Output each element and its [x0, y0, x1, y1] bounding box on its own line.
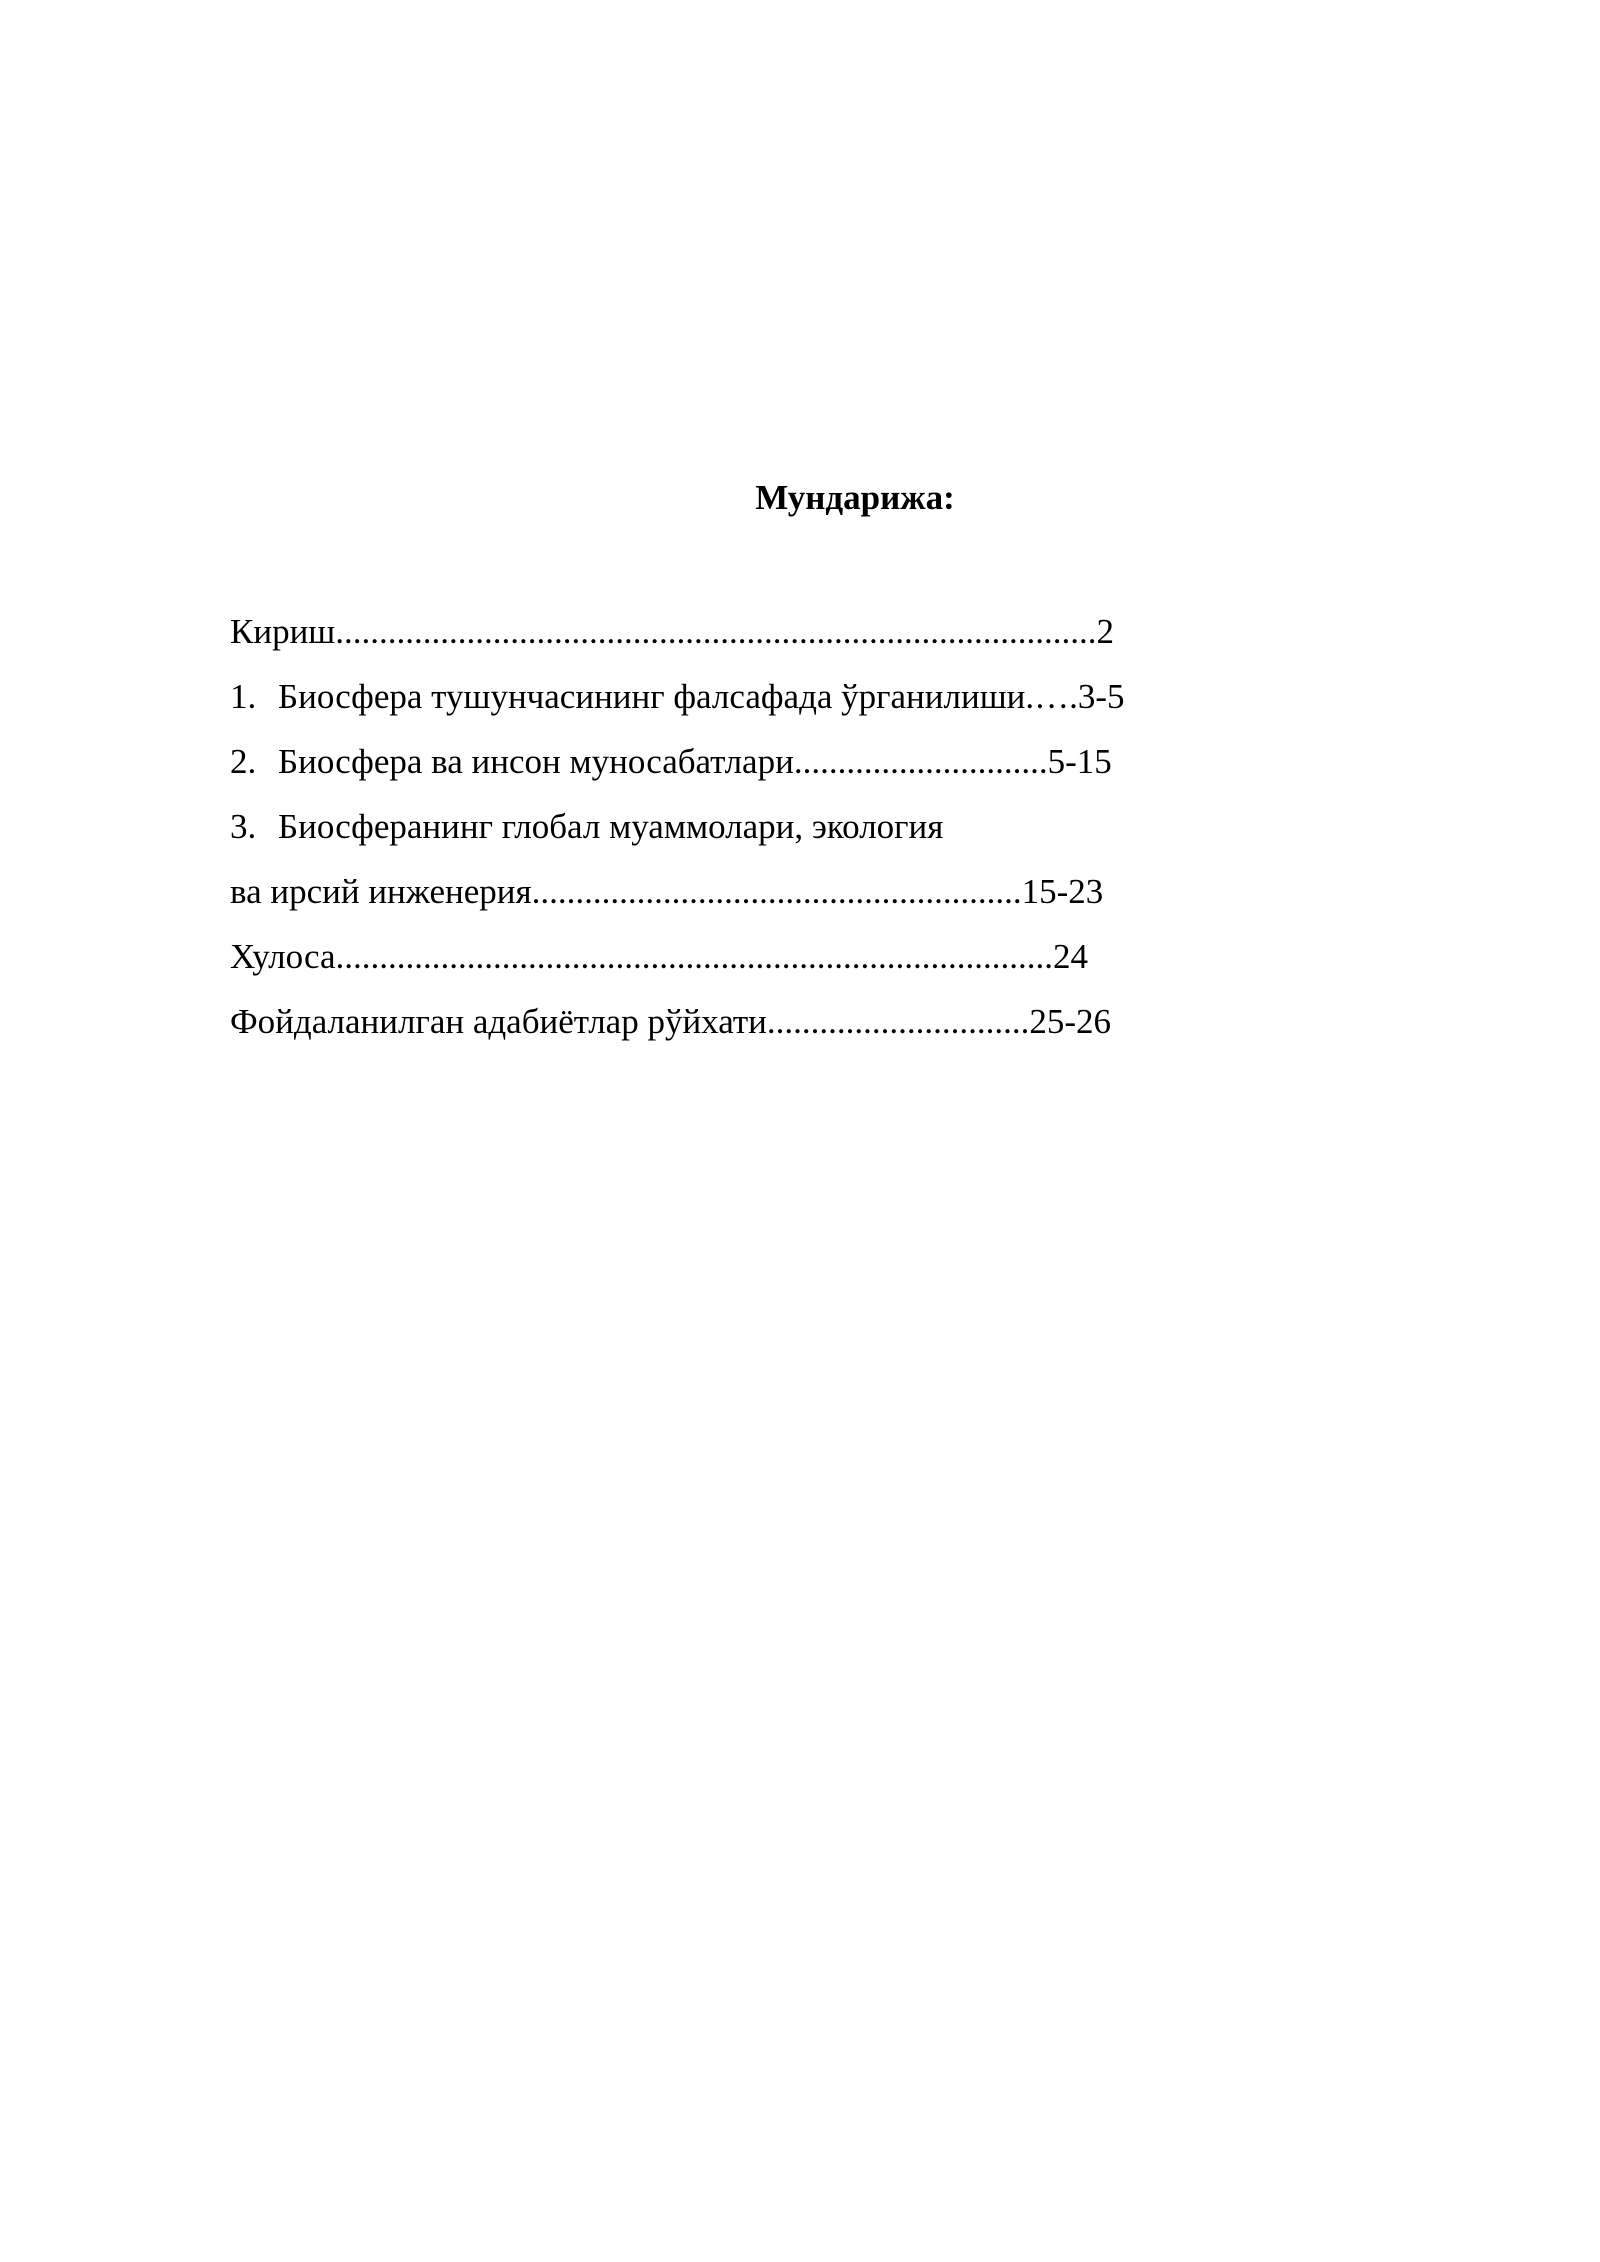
toc-entry-2 [230, 740, 1112, 784]
toc-entry-1 [230, 675, 1125, 719]
toc-entry-introduction [230, 610, 1114, 654]
toc-entry-number: 1. [230, 677, 257, 716]
toc-entry-3-continuation [230, 870, 1103, 914]
toc-entry-text: Биосфера тушунчасининг фалсафада ўрганилиши.….3-5 [278, 677, 1125, 716]
toc-entry-text: Кириш.......................................................................................2 [230, 612, 1115, 651]
toc-entry-text: Биосферанинг глобал муаммолари, экология [278, 807, 944, 846]
toc-entry-references [230, 1000, 1111, 1044]
toc-title: Мундарижа: [755, 478, 955, 517]
toc-entry-number: 3. [230, 807, 257, 846]
toc-entry-text: ва ирсий инженерия........................................................15-23 [230, 872, 1104, 911]
toc-entry-text: Фойдаланилган адабиётлар рўйхати..............................25-26 [230, 1002, 1112, 1041]
toc-entry-conclusion [230, 935, 1088, 979]
toc-entry-number: 2. [230, 742, 257, 781]
toc-entry-text: Хулоса..................................................................................24 [230, 937, 1088, 976]
toc-entry-text: Биосфера ва инсон муносабатлари.............................5-15 [278, 742, 1112, 781]
toc-entry-3 [230, 805, 943, 849]
